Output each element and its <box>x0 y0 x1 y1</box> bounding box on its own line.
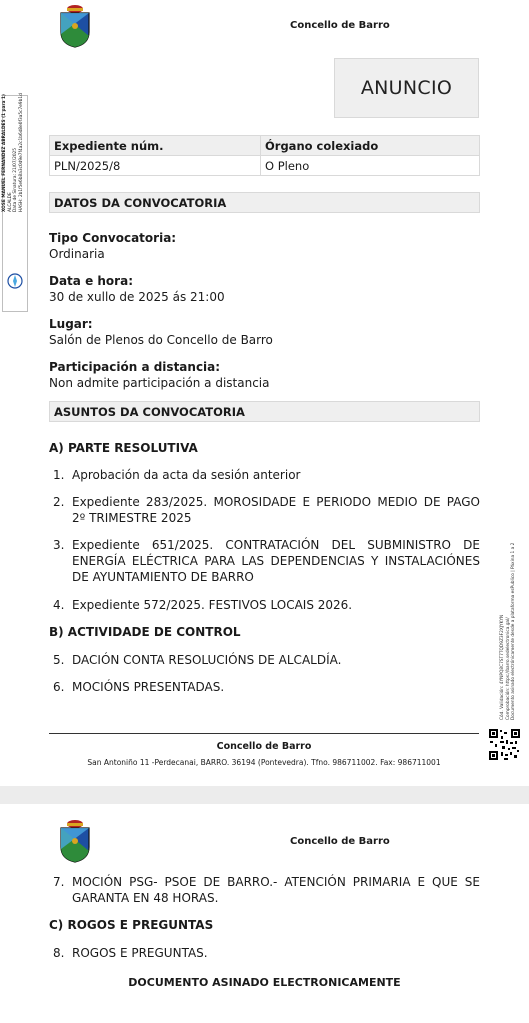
signature-hash: HASH: 2b1f5e6b8a3c0d9e7f4a2c1b6d8e0f3a5c7e9b1d <box>18 93 24 212</box>
section-datos-convocatoria: DATOS DA CONVOCATORIA <box>49 192 480 213</box>
signature-date: Data de Sinatura: 21/07/2025 <box>13 147 18 212</box>
part-a-heading: A) PARTE RESOLUTIVA <box>49 441 198 455</box>
participacion-value: Non admite participación a distancia <box>49 376 270 390</box>
verification-text <box>500 480 517 720</box>
verification-note: Documento asinado electrónicamente desde a plataforma esPublico | Páxina 1 a 2 <box>511 542 516 720</box>
org-name-header: Concello de Barro <box>290 20 390 31</box>
item-number: 3. <box>53 538 65 552</box>
item-number: 6. <box>53 680 65 694</box>
expediente-table <box>49 135 480 176</box>
section-asuntos: ASUNTOS DA CONVOCATORIA <box>49 401 480 422</box>
footer-org-name: Concello de Barro <box>216 741 312 752</box>
table-row <box>50 156 480 176</box>
org-name-header: Concello de Barro <box>290 836 390 847</box>
signature-signer: XOSE MANUEL FERNANDEZ ABRALDES (1 para 1) <box>2 94 7 212</box>
item-number: 8. <box>53 946 65 960</box>
item-number: 7. <box>53 875 65 889</box>
table-header-expediente: Expediente núm. <box>50 136 261 156</box>
item-number: 1. <box>53 468 65 482</box>
list-item <box>53 537 480 585</box>
page-separator <box>0 786 529 804</box>
coat-of-arms-icon <box>58 4 92 48</box>
item-text: ROGOS E PREGUNTAS. <box>72 946 208 960</box>
item-text: DACIÓN CONTA RESOLUCIÓNS DE ALCALDÍA. <box>72 653 342 667</box>
item-number: 4. <box>53 598 65 612</box>
part-c-heading: C) ROGOS E PREGUNTAS <box>49 918 214 932</box>
lugar-label: Lugar: <box>49 317 93 331</box>
part-b-heading: B) ACTIVIDADE DE CONTROL <box>49 625 241 639</box>
table-row <box>50 136 480 156</box>
item-text: Expediente 572/2025. FESTIVOS LOCAIS 2026. <box>72 598 353 612</box>
notice-title: ANUNCIO <box>360 77 453 99</box>
item-number: 2. <box>53 495 65 509</box>
list-item <box>53 597 480 613</box>
footer-divider <box>49 733 479 734</box>
tipo-label: Tipo Convocatoria: <box>49 231 177 245</box>
expediente-value: PLN/2025/8 <box>50 156 261 176</box>
signature-role: ALCALDE <box>7 192 13 212</box>
signature-text <box>2 2 24 212</box>
verification-url: Comprobación: https://barro.sedelectronica.gal/ <box>505 617 511 720</box>
item-text: Aprobación da acta da sesión anterior <box>72 468 301 482</box>
item-text: Expediente 283/2025. MOROSIDADE E PERIODO MEDIO DE PAGO 2º TRIMESTRE 2025 <box>72 495 480 525</box>
table-header-organo: Órgano colexiado <box>261 136 480 156</box>
list-item <box>53 467 480 483</box>
item-text: MOCIÓNS PRESENTADAS. <box>72 680 225 694</box>
footer-address: San Antoniño 11 -Perdecanai, BARRO. 36194 (Pontevedra). Tfno. 986711002. Fax: 986711001 <box>87 758 441 767</box>
list-item <box>53 874 480 906</box>
document-page-2 <box>0 804 529 1023</box>
qr-code-icon <box>488 728 521 761</box>
verification-code: Cód. Validación: 4YNPQ8C7ST7TQD9Z3F2XJYKYN <box>500 614 505 720</box>
list-item <box>53 494 480 526</box>
signature-seal-icon <box>7 272 23 290</box>
signed-notice: DOCUMENTO ASINADO ELECTRONICAMENTE <box>128 976 401 989</box>
list-item <box>53 945 480 961</box>
data-label: Data e hora: <box>49 274 133 288</box>
item-number: 5. <box>53 653 65 667</box>
lugar-value: Salón de Plenos do Concello de Barro <box>49 333 273 347</box>
coat-of-arms-icon <box>58 819 92 863</box>
list-item <box>53 652 480 668</box>
organo-value: O Pleno <box>261 156 480 176</box>
notice-title-box <box>334 58 479 118</box>
item-text: Expediente 651/2025. CONTRATACIÓN DEL SUBMINISTRO DE ENERGÍA ELÉCTRICA PARA LAS DEPENDENCIAS Y INSTALACIÓNES DE AYUNTAMIENTO DE BARRO <box>72 538 480 584</box>
participacion-label: Participación a distancia: <box>49 360 221 374</box>
list-item <box>53 679 480 695</box>
tipo-value: Ordinaria <box>49 247 105 261</box>
item-text: MOCIÓN PSG- PSOE DE BARRO.- ATENCIÓN PRIMARIA E QUE SE GARANTA EN 48 HORAS. <box>72 875 480 905</box>
data-value: 30 de xullo de 2025 ás 21:00 <box>49 290 225 304</box>
